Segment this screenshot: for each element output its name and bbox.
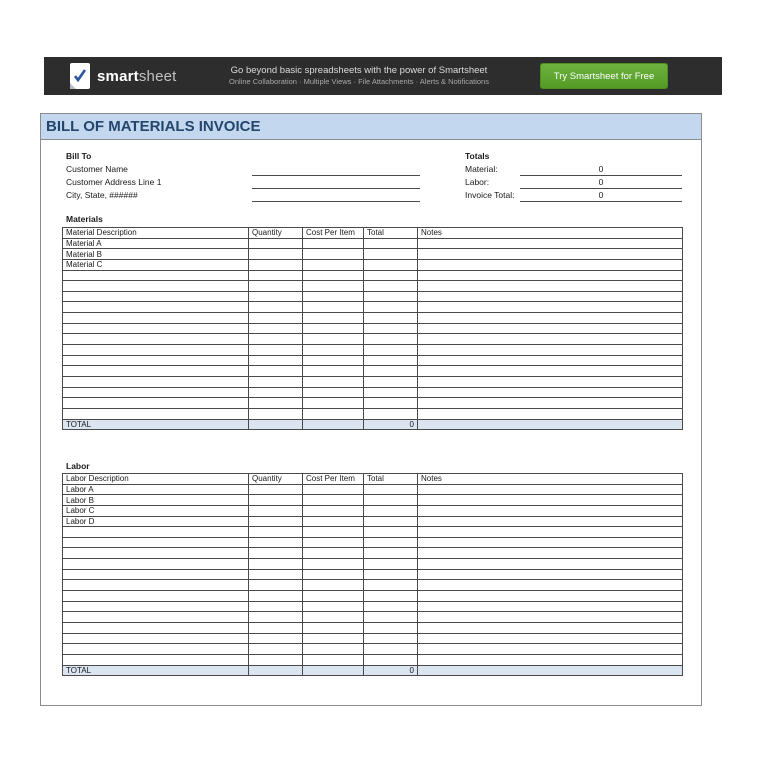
table-row — [63, 495, 683, 506]
cell — [303, 516, 364, 527]
cell: Quantity — [249, 474, 303, 485]
cell — [418, 527, 683, 538]
cell — [418, 569, 683, 580]
cell: Labor D — [63, 516, 249, 527]
table-row — [63, 505, 683, 516]
totals-label: Labor: — [465, 177, 490, 187]
smartsheet-banner — [44, 57, 722, 95]
cell — [418, 291, 683, 302]
cell — [63, 323, 249, 334]
cell — [303, 291, 364, 302]
cell — [249, 622, 303, 633]
cell — [63, 355, 249, 366]
cell — [63, 644, 249, 655]
cell — [418, 270, 683, 281]
cell — [249, 665, 303, 676]
cell — [303, 654, 364, 665]
cell — [303, 559, 364, 570]
cell — [63, 548, 249, 559]
totals-value-line — [520, 176, 682, 189]
cell — [63, 569, 249, 580]
cell — [418, 559, 683, 570]
cell — [63, 334, 249, 345]
cell — [249, 527, 303, 538]
page-fold-icon — [70, 83, 76, 89]
cell — [303, 387, 364, 398]
cell — [249, 281, 303, 292]
cell — [63, 398, 249, 409]
cell — [364, 505, 418, 516]
cell — [63, 559, 249, 570]
cell — [249, 408, 303, 419]
table-row — [63, 238, 683, 249]
cell — [418, 323, 683, 334]
table-row — [63, 580, 683, 591]
table-row — [63, 559, 683, 570]
cell: Material Description — [63, 228, 249, 239]
cell — [63, 270, 249, 281]
cell — [303, 376, 364, 387]
cell — [418, 633, 683, 644]
cell: Labor Description — [63, 474, 249, 485]
smartsheet-checkmark-icon — [70, 63, 90, 89]
table-row — [63, 654, 683, 665]
cell — [249, 249, 303, 260]
table-row — [63, 249, 683, 260]
cell — [418, 505, 683, 516]
cell — [303, 408, 364, 419]
cell — [303, 302, 364, 313]
table-row — [63, 323, 683, 334]
cell — [364, 527, 418, 538]
cell: 0 — [364, 419, 418, 430]
cell — [63, 622, 249, 633]
bill-to-blank-line — [252, 189, 420, 202]
cell — [303, 366, 364, 377]
totals-value-line — [520, 163, 682, 176]
cell — [303, 665, 364, 676]
cell — [63, 612, 249, 623]
tagline: Go beyond basic spreadsheets with the power of Smartsheet — [230, 65, 488, 76]
cell — [303, 527, 364, 538]
cell — [249, 323, 303, 334]
cell — [63, 601, 249, 612]
cell — [303, 484, 364, 495]
cell — [364, 612, 418, 623]
table-row — [63, 345, 683, 356]
cell — [63, 633, 249, 644]
header-row — [63, 228, 683, 239]
table-row — [63, 537, 683, 548]
table-row — [63, 270, 683, 281]
cell — [249, 355, 303, 366]
labor-table — [62, 473, 683, 676]
cell — [418, 398, 683, 409]
cell — [303, 495, 364, 506]
cell — [364, 622, 418, 633]
materials-heading: Materials — [66, 214, 103, 224]
cell: Quantity — [249, 228, 303, 239]
cell — [418, 580, 683, 591]
cell — [364, 654, 418, 665]
cell — [303, 270, 364, 281]
cell — [364, 238, 418, 249]
cell — [418, 537, 683, 548]
table-row — [63, 259, 683, 270]
cell — [418, 591, 683, 602]
table-row — [63, 387, 683, 398]
cell — [249, 366, 303, 377]
cell — [364, 408, 418, 419]
subtagline: Online Collaboration · Multiple Views · File Attachments · Alerts & Notifications — [229, 77, 489, 86]
cell: Material B — [63, 249, 249, 260]
cell: 0 — [364, 665, 418, 676]
total-row — [63, 665, 683, 676]
cell — [303, 644, 364, 655]
materials-table — [62, 227, 683, 430]
labor-heading: Labor — [66, 461, 90, 471]
invoice-title: BILL OF MATERIALS INVOICE — [46, 118, 261, 135]
cell: TOTAL — [63, 419, 249, 430]
cell — [303, 569, 364, 580]
cell — [303, 505, 364, 516]
cell — [303, 633, 364, 644]
cell — [63, 654, 249, 665]
table-row — [63, 569, 683, 580]
cell — [303, 419, 364, 430]
try-smartsheet-button[interactable]: Try Smartsheet for Free — [540, 63, 668, 89]
cell — [249, 495, 303, 506]
cell: Total — [364, 474, 418, 485]
cell — [63, 580, 249, 591]
cell — [364, 580, 418, 591]
table-row — [63, 484, 683, 495]
total-row — [63, 419, 683, 430]
bill-to-heading: Bill To — [66, 151, 92, 161]
cell — [418, 612, 683, 623]
cell — [303, 580, 364, 591]
cell — [249, 633, 303, 644]
cell — [418, 366, 683, 377]
cell: Notes — [418, 474, 683, 485]
table-row — [63, 527, 683, 538]
cell — [364, 633, 418, 644]
cell — [249, 345, 303, 356]
table-row — [63, 601, 683, 612]
cell — [303, 612, 364, 623]
cell — [418, 408, 683, 419]
cell — [418, 548, 683, 559]
cell: Total — [364, 228, 418, 239]
cell: Labor A — [63, 484, 249, 495]
cell — [418, 302, 683, 313]
cell — [364, 398, 418, 409]
smartsheet-logo — [70, 57, 177, 95]
cell — [63, 345, 249, 356]
cell — [249, 259, 303, 270]
cell — [364, 495, 418, 506]
cell — [418, 644, 683, 655]
totals-heading: Totals — [465, 151, 490, 161]
cell — [364, 484, 418, 495]
cell — [364, 601, 418, 612]
cell — [364, 366, 418, 377]
cell — [418, 313, 683, 324]
totals-label: Material: — [465, 164, 498, 174]
cell — [418, 355, 683, 366]
cell — [418, 484, 683, 495]
bill-to-line: City, State, ###### — [66, 190, 138, 200]
cell — [249, 548, 303, 559]
cell — [249, 654, 303, 665]
cell: Material A — [63, 238, 249, 249]
invoice-title-bar — [41, 114, 701, 140]
cell — [249, 398, 303, 409]
cell — [364, 323, 418, 334]
cell — [303, 334, 364, 345]
cell: Labor C — [63, 505, 249, 516]
bill-to-line: Customer Address Line 1 — [66, 177, 162, 187]
table-row — [63, 398, 683, 409]
table-row — [63, 644, 683, 655]
invoice-total-value: 0 — [598, 190, 604, 200]
cell: Cost Per Item — [303, 474, 364, 485]
cell — [249, 516, 303, 527]
cell — [63, 313, 249, 324]
cell — [249, 591, 303, 602]
table-row — [63, 612, 683, 623]
material-total-value: 0 — [598, 164, 604, 174]
cell — [303, 249, 364, 260]
cell — [364, 376, 418, 387]
cell — [303, 281, 364, 292]
cell — [364, 334, 418, 345]
cell — [249, 387, 303, 398]
invoice-document — [40, 113, 702, 706]
cell — [303, 313, 364, 324]
cell — [249, 270, 303, 281]
cell — [418, 516, 683, 527]
cell — [364, 355, 418, 366]
cell — [63, 302, 249, 313]
cell — [418, 601, 683, 612]
cell — [63, 527, 249, 538]
cell — [249, 291, 303, 302]
cell — [418, 238, 683, 249]
cell — [63, 281, 249, 292]
table-row — [63, 591, 683, 602]
bill-to-blank-line — [252, 176, 420, 189]
cell — [303, 355, 364, 366]
cell — [249, 537, 303, 548]
cell — [249, 302, 303, 313]
cell — [418, 334, 683, 345]
cell — [63, 366, 249, 377]
cell — [418, 249, 683, 260]
table-row — [63, 281, 683, 292]
cell — [364, 249, 418, 260]
cell — [249, 376, 303, 387]
cell — [364, 516, 418, 527]
table-row — [63, 548, 683, 559]
cell — [249, 559, 303, 570]
cell — [303, 259, 364, 270]
cell — [364, 559, 418, 570]
cell — [249, 505, 303, 516]
cell — [249, 612, 303, 623]
table-row — [63, 366, 683, 377]
cell — [364, 302, 418, 313]
cell — [303, 345, 364, 356]
cell — [63, 591, 249, 602]
cell — [303, 537, 364, 548]
bill-to-blank-line — [252, 163, 420, 176]
cell — [364, 313, 418, 324]
cell — [63, 376, 249, 387]
cell — [364, 259, 418, 270]
cell: Notes — [418, 228, 683, 239]
cell — [364, 537, 418, 548]
banner-taglines — [194, 64, 524, 87]
cell — [364, 345, 418, 356]
cell — [63, 537, 249, 548]
cell — [249, 644, 303, 655]
cell — [249, 334, 303, 345]
cell — [418, 665, 683, 676]
table-row — [63, 302, 683, 313]
cell — [303, 238, 364, 249]
table-row — [63, 516, 683, 527]
cell — [418, 281, 683, 292]
cell — [303, 591, 364, 602]
cell — [418, 259, 683, 270]
cell — [418, 376, 683, 387]
cell — [364, 281, 418, 292]
cell — [303, 622, 364, 633]
cell — [418, 495, 683, 506]
table-row — [63, 355, 683, 366]
cell — [418, 654, 683, 665]
cell — [364, 548, 418, 559]
table-row — [63, 408, 683, 419]
cell — [249, 569, 303, 580]
table-row — [63, 313, 683, 324]
table-row — [63, 334, 683, 345]
cell — [364, 569, 418, 580]
cell — [303, 548, 364, 559]
cell — [303, 398, 364, 409]
cell — [249, 238, 303, 249]
cell — [364, 591, 418, 602]
bill-to-line: Customer Name — [66, 164, 128, 174]
cell — [364, 644, 418, 655]
table-row — [63, 622, 683, 633]
brand-wordmark: smartsheet — [97, 67, 177, 85]
table-row — [63, 633, 683, 644]
cell — [418, 345, 683, 356]
cell — [63, 408, 249, 419]
labor-total-value: 0 — [598, 177, 604, 187]
table-row — [63, 291, 683, 302]
cell — [303, 323, 364, 334]
cell — [303, 601, 364, 612]
cell — [249, 419, 303, 430]
cell: TOTAL — [63, 665, 249, 676]
cell — [364, 291, 418, 302]
cell: Labor B — [63, 495, 249, 506]
header-row — [63, 474, 683, 485]
cell — [418, 419, 683, 430]
totals-value-line — [520, 189, 682, 202]
cell — [364, 387, 418, 398]
cell — [418, 622, 683, 633]
cell — [63, 291, 249, 302]
table-row — [63, 376, 683, 387]
cell — [364, 270, 418, 281]
totals-label: Invoice Total: — [465, 190, 515, 200]
cell — [249, 601, 303, 612]
cell — [63, 387, 249, 398]
cell — [249, 580, 303, 591]
cell: Cost Per Item — [303, 228, 364, 239]
cell — [249, 313, 303, 324]
cell — [249, 484, 303, 495]
cell — [418, 387, 683, 398]
cell: Material C — [63, 259, 249, 270]
